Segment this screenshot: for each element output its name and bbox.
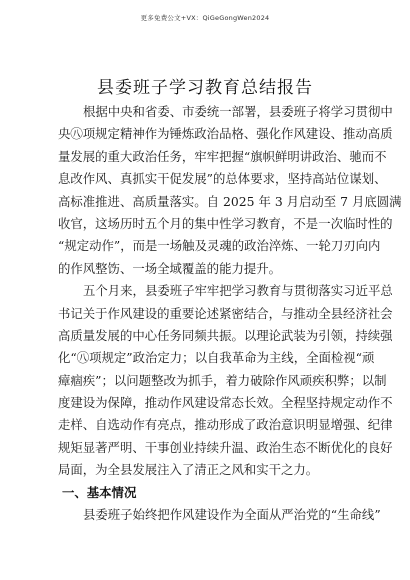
text-line: “规定动作”，而是一场触及灵魂的政治淬炼、一轮刀刃向内 — [58, 238, 381, 254]
paragraph-five-months — [58, 280, 393, 482]
text-line: 化“㊇项规定”政治定力；以自我革命为主线，全面检视“顽 — [58, 350, 375, 366]
text-line: 息改作风、真抓实干促发展”的总体要求，坚持高站位谋划、 — [58, 171, 387, 187]
text-line: 规矩显著严明、干事创业持续升温、政治生态不断优化的良好 — [58, 439, 393, 455]
paragraph-basic-situation — [58, 504, 381, 526]
text-line: 央㊇项规定精神作为锤炼政治品格、强化作风建设、推动高质 — [58, 126, 393, 142]
text-line: 量发展的重大政治任务，牢牢把握“旗帜鲜明讲政治、驰而不 — [58, 148, 387, 164]
text-line: 高质量发展的中心任务同频共振。以理论武装为引领，持续强 — [58, 327, 393, 343]
text-line: 的作风整饬、一场全域覆盖的能力提升。 — [58, 260, 282, 276]
section-heading: 一、基本情况 — [62, 484, 137, 500]
text-line: 局面，为全县发展注入了清正之风和实干之力。 — [58, 462, 319, 478]
text-line: 走样、自选动作有亮点，推动形成了政治意识明显增强、纪律 — [58, 417, 393, 433]
text-line: 瘴痼疾”；以问题整改为抓手，着力破除作风顽疾积弊；以制 — [58, 372, 387, 388]
text-line: 五个月来，县委班子牢牢把学习教育与贯彻落实习近平总 — [83, 283, 393, 299]
text-line: 高标准推进、高质量落实。自 2025 年 3 月启动至 7 月底圆满 — [58, 193, 402, 209]
header-note: 更多免费公文+VX：QiGeGongWen2024 — [140, 14, 270, 22]
paragraph-intro — [58, 101, 402, 280]
text-line: 度建设为保障，推动作风建设常态长效。全程坚持规定动作不 — [58, 395, 393, 411]
text-line: 根据中央和省委、市委统一部署，县委班子将学习贯彻中 — [83, 104, 393, 119]
text-line: 书记关于作风建设的重要论述紧密结合，与推动全县经济社会 — [58, 305, 393, 321]
text-line: 收官，这场历时五个月的集中性学习教育，不是一次临时性的 — [58, 215, 393, 231]
document-title: 县委班子学习教育总结报告 — [97, 78, 313, 98]
document-body — [58, 101, 402, 526]
text-line: 县委班子始终把作风建设作为全面从严治党的“生命线” — [83, 507, 381, 523]
